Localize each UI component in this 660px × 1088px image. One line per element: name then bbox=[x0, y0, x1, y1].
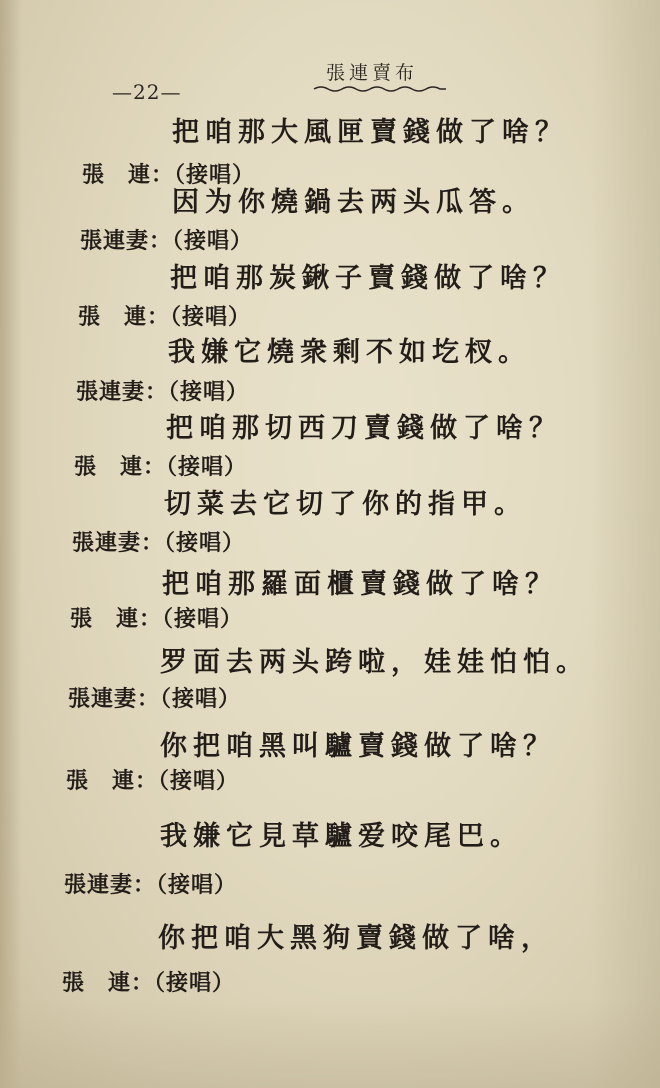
stage-direction: （接唱） bbox=[158, 768, 240, 794]
speaker-line bbox=[68, 682, 241, 713]
speaker-line bbox=[66, 764, 239, 795]
speaker-name: 張 連： bbox=[70, 606, 163, 632]
stage-direction: （接唱） bbox=[154, 970, 236, 996]
speaker-name: 張連妻： bbox=[72, 530, 165, 556]
speaker-line bbox=[76, 375, 249, 406]
page-gutter-shadow bbox=[0, 0, 22, 1088]
stage-direction: （接唱） bbox=[164, 530, 246, 556]
page-number: —22— bbox=[112, 80, 182, 104]
stage-direction: （接唱） bbox=[174, 162, 256, 188]
title-underline bbox=[312, 84, 448, 94]
speaker-line bbox=[70, 602, 243, 633]
stage-direction: （接唱） bbox=[166, 454, 248, 480]
lyric-line: 把咱那羅面櫃賣錢做了啥？ bbox=[162, 569, 558, 600]
lyric-line: 把咱那炭鍬子賣錢做了啥？ bbox=[170, 263, 566, 294]
lyric-line: 把咱那大風匣賣錢做了啥？ bbox=[172, 117, 568, 148]
stage-direction: （接唱） bbox=[156, 872, 238, 898]
page-bottom-shadow bbox=[0, 998, 660, 1088]
speaker-name: 張 連： bbox=[78, 304, 171, 330]
stage-direction: （接唱） bbox=[162, 606, 244, 632]
stage-direction: （接唱） bbox=[170, 304, 252, 330]
speaker-name: 張連妻： bbox=[68, 686, 161, 712]
stage-direction: （接唱） bbox=[160, 686, 242, 712]
lyric-line: 罗面去两头跨啦，娃娃怕怕。 bbox=[160, 647, 589, 678]
lyric-line: 因为你燒鍋去两头瓜答。 bbox=[172, 187, 535, 218]
speaker-name: 張 連： bbox=[62, 970, 155, 996]
lyric-line: 我嫌它燒衆剩不如圪杈。 bbox=[168, 337, 531, 368]
speaker-line bbox=[78, 300, 251, 331]
speaker-line bbox=[62, 966, 235, 997]
speaker-name: 張連妻： bbox=[80, 228, 173, 254]
speaker-line bbox=[72, 526, 245, 557]
speaker-line bbox=[64, 868, 237, 899]
lyric-line: 我嫌它見草驢爱咬尾巴。 bbox=[160, 821, 523, 852]
speaker-name: 張連妻： bbox=[64, 872, 157, 898]
speaker-name: 張 連： bbox=[66, 768, 159, 794]
speaker-name: 張 連： bbox=[74, 454, 167, 480]
speaker-name: 張 連： bbox=[82, 162, 175, 188]
running-title: 張連賣布 bbox=[326, 62, 419, 84]
lyric-line: 你把咱黑叫驢賣錢做了啥？ bbox=[160, 731, 556, 762]
stage-direction: （接唱） bbox=[172, 228, 254, 254]
lyric-line: 你把咱大黑狗賣錢做了啥， bbox=[158, 923, 554, 954]
speaker-name: 張連妻： bbox=[76, 379, 169, 405]
lyric-line: 切菜去它切了你的指甲。 bbox=[164, 489, 527, 520]
page-edge-shadow bbox=[590, 0, 660, 1088]
lyric-line: 把咱那切西刀賣錢做了啥？ bbox=[166, 413, 562, 444]
stage-direction: （接唱） bbox=[168, 379, 250, 405]
speaker-line bbox=[80, 224, 253, 255]
speaker-line bbox=[74, 450, 247, 481]
